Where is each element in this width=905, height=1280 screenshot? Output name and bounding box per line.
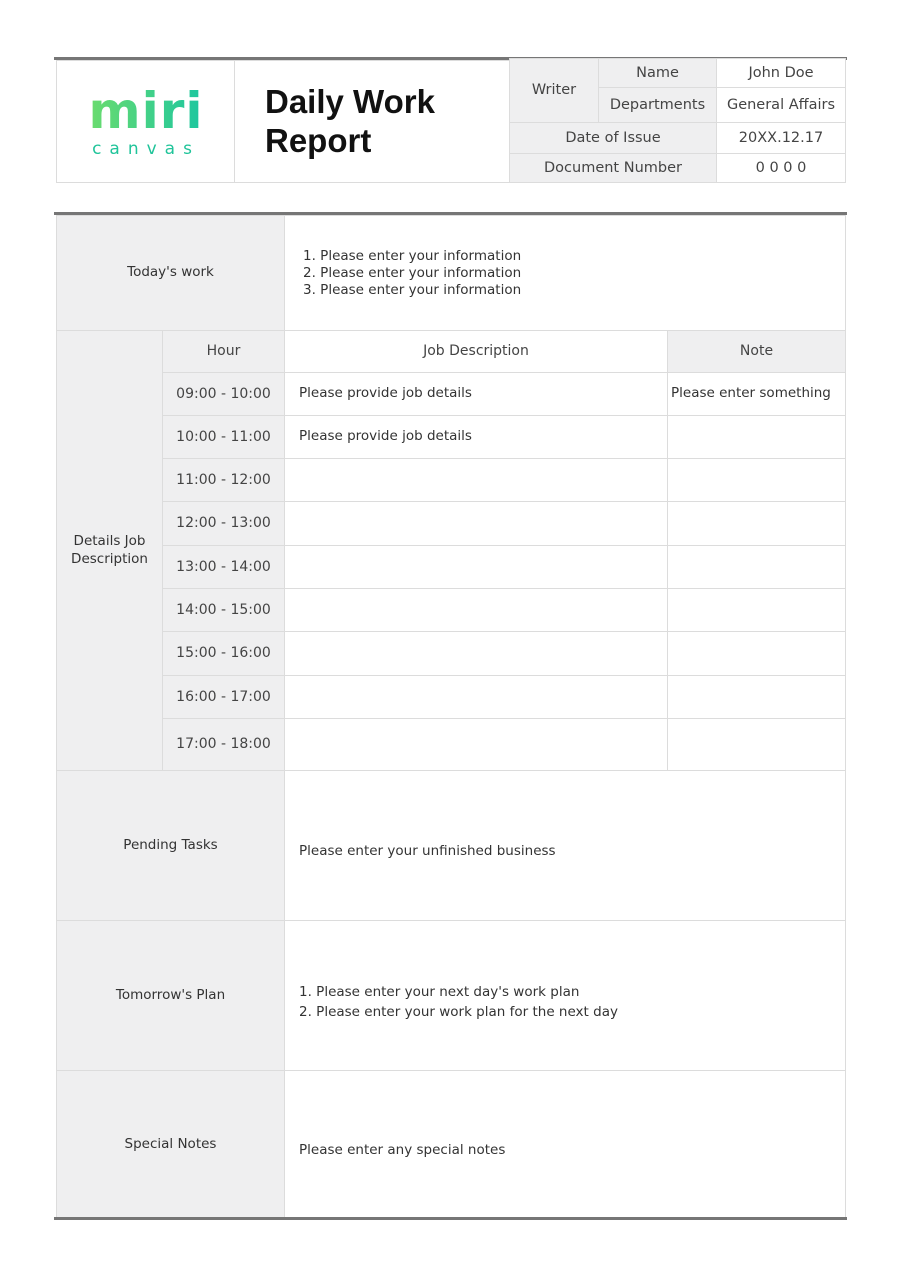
document-number-label: Document Number xyxy=(509,153,717,183)
note-cell[interactable] xyxy=(667,415,846,459)
note-cell[interactable] xyxy=(667,588,846,632)
hour-cell: 12:00 - 13:00 xyxy=(162,501,285,546)
job-description-cell[interactable]: Please provide job details xyxy=(284,415,668,459)
note-cell[interactable] xyxy=(667,718,846,771)
details-label: Details Job Description xyxy=(56,330,163,771)
special-notes-label: Special Notes xyxy=(56,1070,285,1219)
job-description-cell[interactable] xyxy=(284,458,668,502)
departments-value: General Affairs xyxy=(716,87,846,123)
job-description-cell[interactable] xyxy=(284,545,668,589)
todays-work-item: 3. Please enter your information xyxy=(303,281,522,298)
job-description-cell[interactable] xyxy=(284,675,668,719)
job-description-cell[interactable] xyxy=(284,501,668,546)
hour-cell: 13:00 - 14:00 xyxy=(162,545,285,589)
hour-cell: 09:00 - 10:00 xyxy=(162,372,285,416)
todays-work-item: 2. Please enter your information xyxy=(303,264,522,281)
pending-tasks-content[interactable]: Please enter your unfinished business xyxy=(284,770,846,921)
name-label: Name xyxy=(598,58,717,88)
job-description-cell[interactable] xyxy=(284,588,668,632)
tomorrow-plan-item: 2. Please enter your work plan for the next day xyxy=(299,1003,618,1020)
todays-work-label: Today's work xyxy=(56,215,285,331)
special-notes-content[interactable]: Please enter any special notes xyxy=(284,1070,846,1219)
column-header-hour: Hour xyxy=(162,330,285,373)
note-cell[interactable] xyxy=(667,545,846,589)
tomorrow-plan-content[interactable] xyxy=(284,920,846,1071)
note-cell[interactable] xyxy=(667,501,846,546)
date-value: 20XX.12.17 xyxy=(716,122,846,154)
note-cell[interactable]: Please enter something xyxy=(667,372,846,416)
column-header-job: Job Description xyxy=(284,330,668,373)
hour-cell: 17:00 - 18:00 xyxy=(162,718,285,771)
svg-text:miri: miri xyxy=(87,85,204,140)
job-description-cell[interactable] xyxy=(284,718,668,771)
job-description-cell[interactable]: Please provide job details xyxy=(284,372,668,416)
date-label: Date of Issue xyxy=(509,122,717,154)
todays-work-content[interactable] xyxy=(284,215,846,331)
hour-cell: 15:00 - 16:00 xyxy=(162,631,285,676)
departments-label: Departments xyxy=(598,87,717,123)
hour-cell: 16:00 - 17:00 xyxy=(162,675,285,719)
page-title: Daily Work Report xyxy=(234,60,510,183)
note-cell[interactable] xyxy=(667,458,846,502)
logo xyxy=(56,60,235,183)
tomorrow-plan-item: 1. Please enter your next day's work plan xyxy=(299,983,580,1000)
column-header-note: Note xyxy=(667,330,846,373)
svg-text:canvas: canvas xyxy=(91,138,200,158)
hour-cell: 14:00 - 15:00 xyxy=(162,588,285,632)
note-cell[interactable] xyxy=(667,631,846,676)
hour-cell: 10:00 - 11:00 xyxy=(162,415,285,459)
miri-canvas-logo xyxy=(81,86,211,158)
bottom-rule xyxy=(54,1217,847,1220)
tomorrow-plan-label: Tomorrow's Plan xyxy=(56,920,285,1071)
document-number-value: 0 0 0 0 xyxy=(716,153,846,183)
writer-label: Writer xyxy=(509,58,599,123)
name-value: John Doe xyxy=(716,58,846,88)
job-description-cell[interactable] xyxy=(284,631,668,676)
hour-cell: 11:00 - 12:00 xyxy=(162,458,285,502)
pending-tasks-label: Pending Tasks xyxy=(56,770,285,921)
note-cell[interactable] xyxy=(667,675,846,719)
todays-work-item: 1. Please enter your information xyxy=(303,247,522,264)
